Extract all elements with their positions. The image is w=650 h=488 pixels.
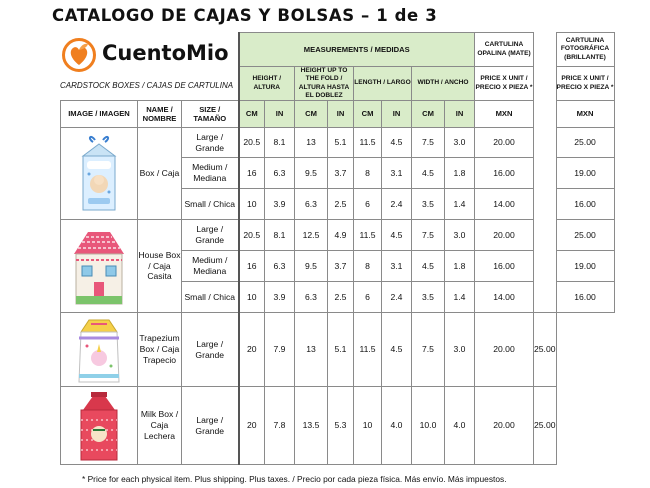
house-box-icon — [68, 224, 130, 308]
red-milk-box-icon — [71, 390, 127, 462]
product-image-milk — [61, 387, 138, 465]
table-row — [61, 313, 615, 387]
size-cell: Small / Chica — [182, 282, 239, 313]
height-in-cell: 3.9 — [265, 189, 295, 220]
price-unit-mate-header: PRICE X UNIT / PRECIO X PIEZA * — [475, 67, 534, 101]
height-in-cell: 3.9 — [265, 282, 295, 313]
unicorn-trapezium-box-icon — [73, 316, 125, 384]
length-in-cell: 4.5 — [382, 313, 412, 387]
length-cm-cell: 11.5 — [354, 220, 382, 251]
height-in-cell: 7.8 — [265, 387, 295, 465]
fold-in-cell: 5.1 — [328, 128, 354, 158]
width-in-cell: 3.0 — [445, 128, 475, 158]
price-mate-cell: 14.00 — [475, 189, 534, 220]
cartulina-brillante-header: CARTULINA FOTOGRÁFICA (BRILLANTE) — [556, 33, 614, 67]
fold-in-cell: 4.9 — [328, 220, 354, 251]
fold-cm-cell: 13.5 — [295, 387, 328, 465]
fold-cm-cell: 6.3 — [295, 189, 328, 220]
width-in-cell: 3.0 — [445, 313, 475, 387]
price-brillante-cell: 25.00 — [556, 128, 614, 158]
height-in-cell: 8.1 — [265, 220, 295, 251]
price-footnote: * Price for each physical item. Plus shipping. Plus taxes. / Precio por cada pieza física. Más envío. Más impuestos. — [82, 474, 507, 484]
blue-baby-box-icon — [73, 134, 125, 214]
product-name: Trapezium Box / Caja Trapecio — [138, 313, 182, 387]
price-brillante-cell: 16.00 — [556, 189, 614, 220]
width-cm-cell: 4.5 — [412, 251, 445, 282]
length-cm-cell: 8 — [354, 251, 382, 282]
height-in-cell: 7.9 — [265, 313, 295, 387]
width-in-cell: 1.8 — [445, 158, 475, 189]
price-mate-cell: 14.00 — [475, 282, 534, 313]
price-brillante-cell: 25.00 — [556, 220, 614, 251]
fold-cm-header: CM — [295, 101, 328, 128]
size-cell: Small / Chica — [182, 189, 239, 220]
width-in-cell: 1.4 — [445, 282, 475, 313]
mxn-mate-header: MXN — [475, 101, 534, 128]
length-cm-cell: 11.5 — [354, 313, 382, 387]
size-cell: Medium / Mediana — [182, 251, 239, 282]
table-row — [61, 387, 615, 465]
table-row — [61, 128, 615, 158]
size-cell: Large / Grande — [182, 387, 239, 465]
width-cm-cell: 3.5 — [412, 282, 445, 313]
fold-in-cell: 3.7 — [328, 251, 354, 282]
product-name: House Box / Caja Casita — [138, 220, 182, 313]
price-brillante-cell: 25.00 — [534, 313, 557, 387]
product-image-box — [61, 128, 138, 220]
length-in-cell: 3.1 — [382, 158, 412, 189]
width-in-header: IN — [445, 101, 475, 128]
width-in-cell: 1.4 — [445, 189, 475, 220]
width-header: WIDTH / ANCHO — [412, 67, 475, 101]
price-brillante-cell: 25.00 — [534, 387, 557, 465]
height-cm-cell: 20.5 — [239, 220, 265, 251]
size-cell: Medium / Mediana — [182, 158, 239, 189]
width-in-cell: 1.8 — [445, 251, 475, 282]
fold-cm-cell: 13 — [295, 313, 328, 387]
price-brillante-cell: 19.00 — [556, 158, 614, 189]
measurements-header: MEASUREMENTS / MEDIDAS — [239, 33, 475, 67]
fold-cm-cell: 12.5 — [295, 220, 328, 251]
size-cell: Large / Grande — [182, 313, 239, 387]
product-image-house — [61, 220, 138, 313]
fold-cm-cell: 6.3 — [295, 282, 328, 313]
fold-in-cell: 3.7 — [328, 158, 354, 189]
price-brillante-cell: 16.00 — [556, 282, 614, 313]
name-header: NAME / NOMBRE — [138, 101, 182, 128]
table-row — [61, 220, 615, 251]
height-cm-cell: 20 — [239, 313, 265, 387]
size-cell: Large / Grande — [182, 128, 239, 158]
height-in-cell: 6.3 — [265, 251, 295, 282]
product-name: Milk Box / Caja Lechera — [138, 387, 182, 465]
fold-cm-cell: 13 — [295, 128, 328, 158]
price-brillante-cell: 19.00 — [556, 251, 614, 282]
width-cm-cell: 4.5 — [412, 158, 445, 189]
image-header: IMAGE / IMAGEN — [61, 101, 138, 128]
catalog-table — [60, 32, 615, 465]
cartulina-mate-header: CARTULINA OPALINA (MATE) — [475, 33, 534, 67]
width-cm-cell: 3.5 — [412, 189, 445, 220]
width-in-cell: 4.0 — [445, 387, 475, 465]
fold-in-cell: 5.1 — [328, 313, 354, 387]
length-in-cell: 3.1 — [382, 251, 412, 282]
price-mate-cell: 20.00 — [475, 387, 534, 465]
fold-in-cell: 2.5 — [328, 282, 354, 313]
length-in-cell: 4.5 — [382, 220, 412, 251]
fold-in-cell: 2.5 — [328, 189, 354, 220]
price-mate-cell: 16.00 — [475, 158, 534, 189]
price-mate-cell: 20.00 — [475, 128, 534, 158]
product-name: Box / Caja — [138, 128, 182, 220]
width-cm-header: CM — [412, 101, 445, 128]
price-mate-cell: 16.00 — [475, 251, 534, 282]
height-fold-header: HEIGHT UP TO THE FOLD / ALTURA HASTA EL DOBLEZ — [295, 67, 354, 101]
size-header: SIZE / TAMAÑO — [182, 101, 239, 128]
length-in-cell: 2.4 — [382, 282, 412, 313]
height-in-cell: 6.3 — [265, 158, 295, 189]
height-in-header: IN — [265, 101, 295, 128]
fold-in-header: IN — [328, 101, 354, 128]
height-in-cell: 8.1 — [265, 128, 295, 158]
length-in-header: IN — [382, 101, 412, 128]
page-title: CATALOGO DE CAJAS Y BOLSAS – 1 de 3 — [52, 6, 438, 25]
height-cm-header: CM — [239, 101, 265, 128]
catalog-subtitle: CARDSTOCK BOXES / CAJAS DE CARTULINA — [60, 81, 234, 90]
height-header: HEIGHT / ALTURA — [239, 67, 295, 101]
logo-text: CuentoMio — [102, 41, 229, 65]
length-in-cell: 4.5 — [382, 128, 412, 158]
length-cm-cell: 8 — [354, 158, 382, 189]
height-cm-cell: 10 — [239, 189, 265, 220]
fold-in-cell: 5.3 — [328, 387, 354, 465]
length-cm-header: CM — [354, 101, 382, 128]
height-cm-cell: 20.5 — [239, 128, 265, 158]
width-cm-cell: 7.5 — [412, 128, 445, 158]
width-cm-cell: 10.0 — [412, 387, 445, 465]
height-cm-cell: 16 — [239, 251, 265, 282]
product-image-trapezium — [61, 313, 138, 387]
height-cm-cell: 16 — [239, 158, 265, 189]
length-cm-cell: 11.5 — [354, 128, 382, 158]
length-in-cell: 4.0 — [382, 387, 412, 465]
price-unit-brillante-header: PRICE X UNIT / PRECIO X PIEZA * — [556, 67, 614, 101]
fold-cm-cell: 9.5 — [295, 158, 328, 189]
size-cell: Large / Grande — [182, 220, 239, 251]
height-cm-cell: 20 — [239, 387, 265, 465]
height-cm-cell: 10 — [239, 282, 265, 313]
width-cm-cell: 7.5 — [412, 220, 445, 251]
mxn-brillante-header: MXN — [556, 101, 614, 128]
length-in-cell: 2.4 — [382, 189, 412, 220]
width-cm-cell: 7.5 — [412, 313, 445, 387]
length-header: LENGTH / LARGO — [354, 67, 412, 101]
length-cm-cell: 6 — [354, 189, 382, 220]
length-cm-cell: 10 — [354, 387, 382, 465]
length-cm-cell: 6 — [354, 282, 382, 313]
fold-cm-cell: 9.5 — [295, 251, 328, 282]
price-mate-cell: 20.00 — [475, 313, 534, 387]
price-mate-cell: 20.00 — [475, 220, 534, 251]
width-in-cell: 3.0 — [445, 220, 475, 251]
